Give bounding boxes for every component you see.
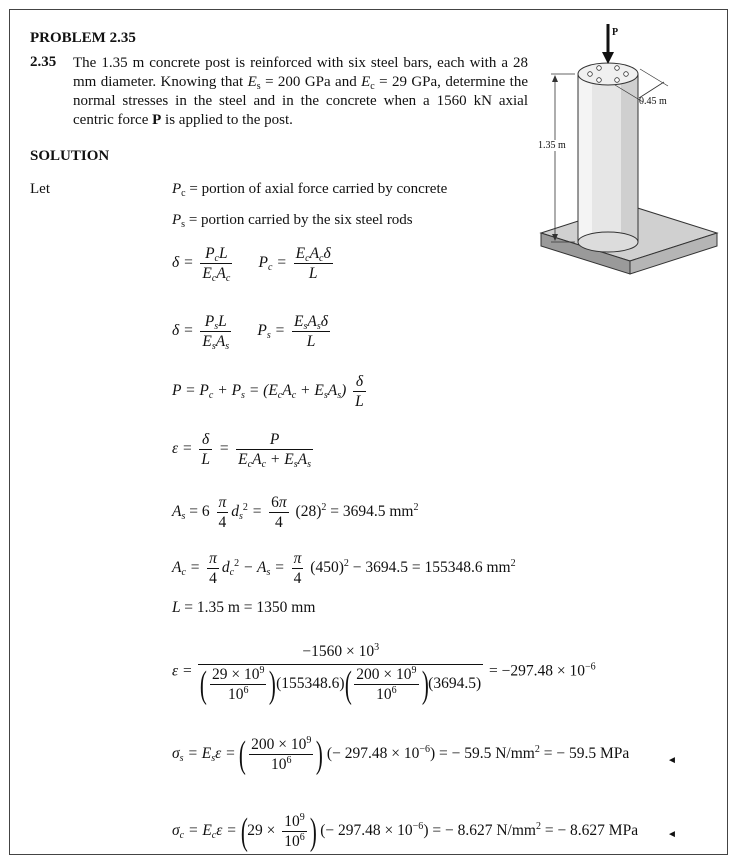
eq-steel-stress: $\sigma_s = E_s\varepsilon$ = ( $\frac{200 \times 10^9}{10^6}$ ) (− $297.48 \times 10^{-6}$) = − 59.5 $N/mm^2$ = − 59.5 MPa <box>172 733 630 776</box>
length-value: = 1.35 m = 1350 mm <box>184 599 316 616</box>
def-ps: $P_s$ = portion carried by the six steel rods <box>172 212 413 230</box>
let-label: Let <box>30 181 50 197</box>
load-label: P <box>612 27 619 38</box>
strain-numerator: −1560 × 10 <box>302 643 375 660</box>
ac-result: − 3694.5 = 155348.6 mm <box>352 559 511 577</box>
solution-heading: SOLUTION <box>30 148 110 164</box>
post-figure <box>533 18 723 290</box>
strain-ac: (155348.6) <box>276 675 345 693</box>
concrete-stress-coeff: 29 × <box>247 822 276 840</box>
statement-part-c: is applied to the post. <box>165 112 293 128</box>
eq-steel-area: $A_s = 6$ $\frac{\pi}{4}$ $d_s^2$ = $\frac{6\pi}{4}$ $(28)^2 = 3694.5$ $mm^2$ <box>172 494 419 531</box>
concrete-answer-marker: ◄ <box>667 829 677 840</box>
statement-part-b: determine the normal stresses in the steel and in the concrete when a 1560 kN axial centric force <box>73 74 529 128</box>
es-value: = 200 GPa and <box>265 74 357 90</box>
problem-number: 2.35 <box>30 54 57 70</box>
def-ps-text: = portion carried by the six steel rods <box>188 212 413 228</box>
strain-as: (3694.5) <box>428 675 482 693</box>
eq-total-force: $P = P_c + P_s = (E_cA_c + E_sA_s)$ $\frac{\delta}{L}$ <box>172 373 364 410</box>
def-pc: $P_c$ = portion of axial force carried by concrete <box>172 181 448 199</box>
eq-delta-steel: δ = $\frac{P_sL}{E_sA_s}$ $P_s$ = $\frac{E_sA_s\delta}{L}$ <box>172 313 328 352</box>
height-label: 1.35 m <box>538 140 566 151</box>
def-pc-text: = portion of axial force carried by concrete <box>189 181 448 197</box>
as-result: = 3694.5 mm <box>330 503 414 521</box>
eq-length: L = 1.35 m = 1350 mm <box>172 599 316 616</box>
diameter-label: 0.45 m <box>639 96 667 107</box>
strain-result: = −297.48 × 10 <box>488 662 585 680</box>
strain-es: 200 × 10 <box>356 666 412 683</box>
eq-strain-numeric: ε = $-1560 \times 10^3$ ( $\frac{29 \times 10^9}{10^6}$ )(155348.6)( $\frac{200 \times 10^9}{10^6}$ )(3694.5) = $-297.48 \times 10^{-6}$ <box>172 642 596 706</box>
steel-stress-result: = − 59.5 MPa <box>543 745 630 763</box>
concrete-stress-result: = − 8.627 MPa <box>544 822 639 840</box>
ec-value: = 29 GPa, <box>379 74 441 90</box>
strain-ec: 29 × 10 <box>211 666 260 683</box>
eq-concrete-stress: $\sigma_c = E_c\varepsilon = (29$ × $\frac{10^9}{10^6}$ ) (− $297.48 \times 10^{-6}$) = − 8.627 $N/mm^2$ = − 8.627 MPa <box>172 810 639 853</box>
strain-result-exp: −6 <box>584 661 596 673</box>
ac-diameter: (450) <box>310 559 344 577</box>
concrete-stress-strain: (− 297.48 × 10 <box>320 822 413 840</box>
eq-delta-concrete: δ = $\frac{P_cL}{E_cA_c}$ $P_c$ = $\frac{E_cA_c\delta}{L}$ <box>172 245 331 284</box>
statement-part-a: The 1.35 m concrete post is reinforced with six steel bars, each with a 28 mm diameter. Knowing that <box>73 55 528 90</box>
force-symbol: P <box>152 112 162 128</box>
problem-heading: PROBLEM 2.35 <box>30 30 136 46</box>
eq-concrete-area: $A_c$ = $\frac{\pi}{4}$ $d_c^2 - A_s$ = $\frac{\pi}{4}$ $(450)^2 - 3694.5 = 155348.6$ $mm^2$ <box>172 550 516 587</box>
steel-stress-nmm: ) = − 59.5 N/mm <box>429 745 535 763</box>
steel-stress-strain: (− 297.48 × 10 <box>326 745 420 763</box>
steel-answer-marker: ◄ <box>667 755 677 766</box>
concrete-stress-nmm: ) = − 8.627 N/mm <box>423 822 536 840</box>
as-diameter: (28) <box>295 503 322 521</box>
strain-num-exp: 3 <box>374 642 380 653</box>
eq-strain-general: ε = $\frac{\delta}{L}$ = $\frac{P}{E_cA_c + E_sA_s}$ <box>172 431 311 470</box>
problem-statement: The 1.35 m concrete post is reinforced with six steel bars, each with a 28 mm diameter. Knowing that $E_s = 200$ GPa and $E_c = 29$ GPa, determine the normal stresses in the steel and in the concrete when a 1560 kN axial centric force P is applied to the post. <box>73 55 529 128</box>
